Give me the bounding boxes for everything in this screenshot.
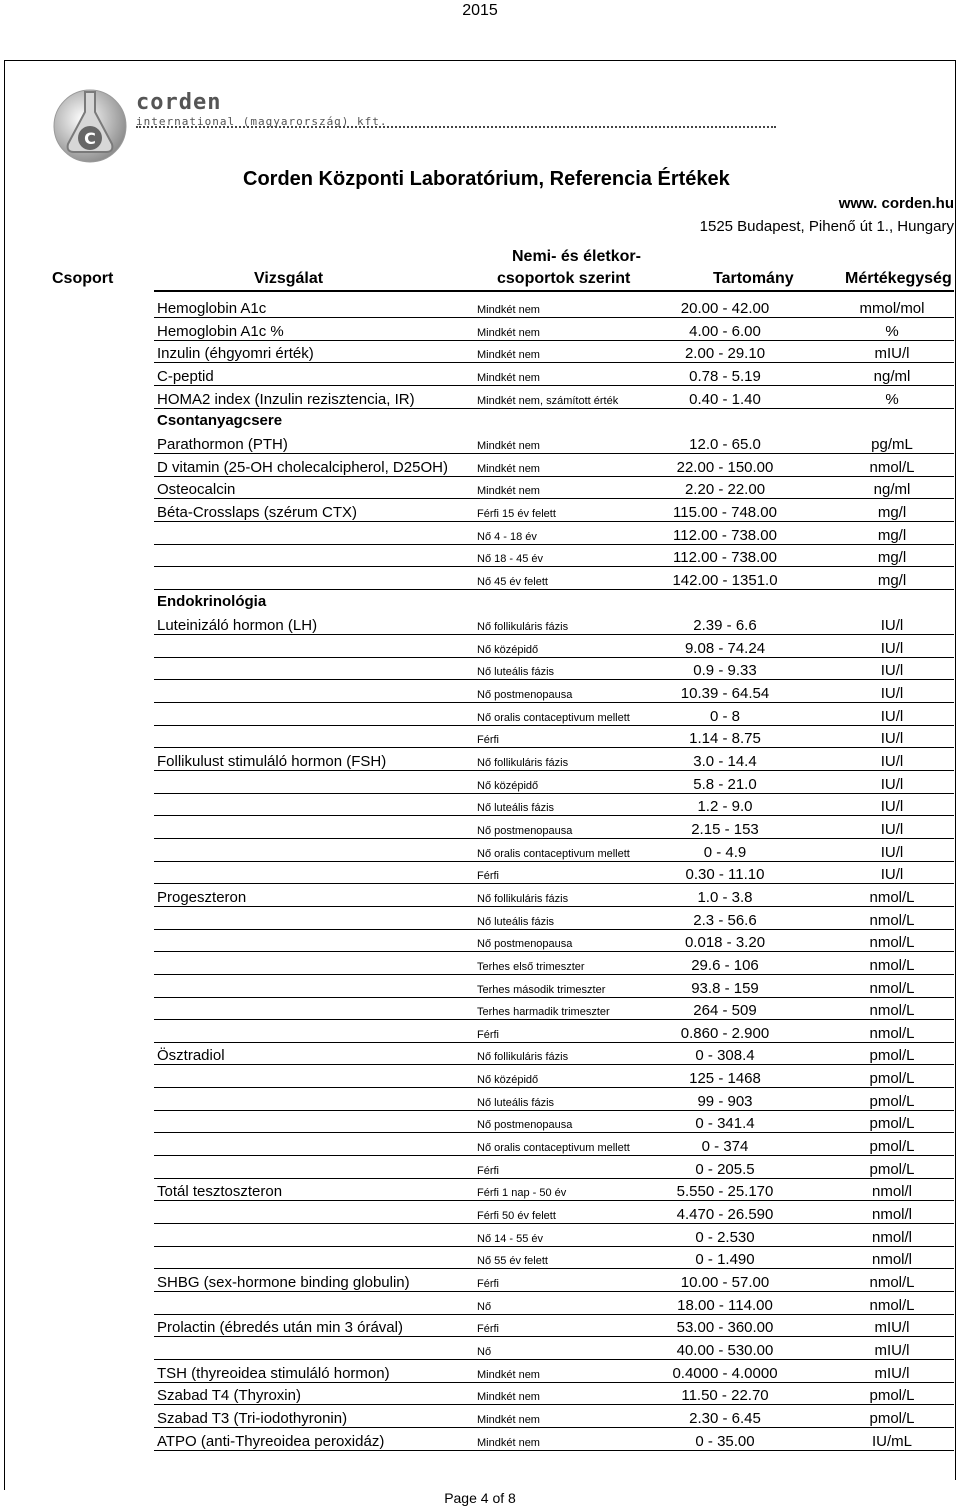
website-link[interactable]: www. corden.hu bbox=[838, 195, 954, 212]
test-name: Szabad T4 (Thyroxin) bbox=[157, 1387, 301, 1404]
reference-range: 125 - 1468 bbox=[689, 1070, 761, 1087]
sex-age-group: Nő postmenopausa bbox=[477, 938, 573, 950]
row-rule bbox=[154, 1404, 954, 1405]
table-row bbox=[0, 726, 960, 748]
sex-age-group: Mindkét nem bbox=[477, 1369, 540, 1381]
test-name: Parathormon (PTH) bbox=[157, 436, 288, 453]
test-name: D vitamin (25-OH cholecalcipherol, D25OH) bbox=[157, 459, 448, 476]
table-row bbox=[0, 681, 960, 703]
table-row bbox=[0, 1429, 960, 1451]
reference-range: 1.0 - 3.8 bbox=[697, 889, 753, 906]
unit: nmol/l bbox=[871, 1229, 912, 1246]
sex-age-group: Mindkét nem bbox=[477, 372, 540, 384]
row-rule bbox=[154, 770, 954, 771]
reference-range: 115.00 - 748.00 bbox=[673, 504, 777, 521]
table-row bbox=[0, 387, 960, 409]
reference-range: 2.30 - 6.45 bbox=[689, 1410, 761, 1427]
unit: nmol/L bbox=[869, 934, 915, 951]
reference-range: 20.00 - 42.00 bbox=[680, 300, 770, 317]
row-rule bbox=[154, 317, 954, 318]
sex-age-group: Terhes harmadik trimeszter bbox=[477, 1006, 610, 1018]
unit: IU/l bbox=[880, 617, 904, 634]
sex-age-group: Férfi bbox=[477, 734, 499, 746]
unit: % bbox=[885, 323, 899, 340]
row-rule bbox=[154, 974, 954, 975]
test-name: Luteinizáló hormon (LH) bbox=[157, 617, 318, 634]
row-rule bbox=[154, 1087, 954, 1088]
sex-age-group: Férfi bbox=[477, 1029, 499, 1041]
unit: pmol/L bbox=[869, 1070, 915, 1087]
test-name: Inzulin (éhgyomri érték) bbox=[157, 345, 314, 362]
reference-range: 18.00 - 114.00 bbox=[677, 1297, 773, 1314]
sex-age-group: Nő középidő bbox=[477, 1074, 539, 1086]
table-row bbox=[0, 772, 960, 794]
page-year: 2015 bbox=[462, 2, 498, 19]
table-row bbox=[0, 1293, 960, 1315]
row-rule bbox=[154, 1450, 954, 1451]
address-text: 1525 Budapest, Pihenő út 1., Hungary bbox=[699, 218, 954, 235]
row-rule bbox=[154, 385, 954, 386]
table-row bbox=[0, 1066, 960, 1088]
test-name: Prolactin (ébredés után min 3 órával) bbox=[157, 1319, 403, 1336]
reference-range: 5.550 - 25.170 bbox=[676, 1183, 774, 1200]
sex-age-group: Terhes második trimeszter bbox=[477, 984, 606, 996]
sex-age-group: Férfi bbox=[477, 1278, 499, 1290]
table-row bbox=[0, 523, 960, 545]
reference-range: 0 - 8 bbox=[709, 708, 740, 725]
table-row bbox=[0, 1179, 960, 1201]
table-row bbox=[0, 1247, 960, 1269]
row-rule bbox=[154, 679, 954, 680]
test-name: Osteocalcin bbox=[157, 481, 236, 498]
reference-range: 0 - 205.5 bbox=[695, 1161, 755, 1178]
reference-range: 10.00 - 57.00 bbox=[680, 1274, 770, 1291]
test-name: Szabad T3 (Tri-iodothyronin) bbox=[157, 1410, 348, 1427]
sex-age-group: Nő középidő bbox=[477, 644, 539, 656]
row-rule bbox=[154, 951, 954, 952]
row-rule bbox=[154, 1427, 954, 1428]
unit: ng/ml bbox=[873, 481, 911, 498]
unit: nmol/l bbox=[871, 1251, 912, 1268]
unit: mmol/mol bbox=[859, 300, 925, 317]
reference-range: 99 - 903 bbox=[697, 1093, 753, 1110]
table-row bbox=[0, 613, 960, 635]
sex-age-group: Mindkét nem bbox=[477, 1437, 540, 1449]
sex-age-group: Mindkét nem bbox=[477, 1414, 540, 1426]
test-name: Ösztradiol bbox=[157, 1047, 225, 1064]
test-name: Follikulust stimuláló hormon (FSH) bbox=[157, 753, 387, 770]
reference-range: 0.4000 - 4.0000 bbox=[672, 1365, 778, 1382]
reference-range: 112.00 - 738.00 bbox=[673, 527, 777, 544]
reference-range: 0.860 - 2.900 bbox=[680, 1025, 770, 1042]
table-row bbox=[0, 976, 960, 998]
reference-range: 29.6 - 106 bbox=[691, 957, 759, 974]
row-rule bbox=[154, 589, 954, 590]
table-row bbox=[0, 908, 960, 930]
unit: nmol/L bbox=[869, 1002, 915, 1019]
row-rule bbox=[154, 838, 954, 839]
table-row bbox=[0, 1021, 960, 1043]
reference-range: 40.00 - 530.00 bbox=[676, 1342, 774, 1359]
table-row bbox=[0, 364, 960, 386]
brand-name: corden bbox=[136, 90, 222, 115]
sex-age-group: Nő bbox=[477, 1346, 492, 1358]
unit: pmol/L bbox=[869, 1115, 915, 1132]
table-row bbox=[0, 455, 960, 477]
reference-range: 2.3 - 56.6 bbox=[693, 912, 757, 929]
reference-range: 2.15 - 153 bbox=[691, 821, 759, 838]
unit: nmol/l bbox=[871, 1183, 912, 1200]
unit: IU/l bbox=[880, 776, 904, 793]
unit: nmol/L bbox=[869, 1297, 915, 1314]
unit: nmol/L bbox=[869, 459, 915, 476]
reference-range: 0.30 - 11.10 bbox=[685, 866, 765, 883]
reference-range: 9.08 - 74.24 bbox=[684, 640, 766, 657]
table-row bbox=[0, 477, 960, 499]
reference-range: 0 - 35.00 bbox=[695, 1433, 755, 1450]
table-row bbox=[0, 545, 960, 567]
unit: % bbox=[885, 391, 899, 408]
reference-range: 12.0 - 65.0 bbox=[689, 436, 761, 453]
sex-age-group: Nő 14 - 55 év bbox=[477, 1233, 544, 1245]
sex-age-group: Mindkét nem bbox=[477, 440, 540, 452]
logo-letter: C bbox=[84, 129, 96, 148]
test-name: Hemoglobin A1c % bbox=[157, 323, 284, 340]
page-footer: Page 4 of 8 bbox=[444, 1490, 516, 1506]
unit: nmol/L bbox=[869, 889, 915, 906]
test-name: Hemoglobin A1c bbox=[157, 300, 267, 317]
unit: mg/l bbox=[877, 527, 907, 544]
unit: pmol/L bbox=[869, 1387, 915, 1404]
row-rule bbox=[154, 362, 954, 363]
row-rule bbox=[154, 1359, 954, 1360]
test-name: C-peptid bbox=[157, 368, 214, 385]
reference-range: 11.50 - 22.70 bbox=[681, 1387, 769, 1404]
unit: nmol/L bbox=[869, 1274, 915, 1291]
reference-range: 264 - 509 bbox=[693, 1002, 757, 1019]
unit: mIU/l bbox=[874, 345, 910, 362]
sex-age-group: Nő bbox=[477, 1301, 492, 1313]
row-rule bbox=[154, 747, 954, 748]
table-row bbox=[0, 1338, 960, 1360]
sex-age-group: Nő oralis contaceptivum mellett bbox=[477, 848, 630, 860]
reference-range: 2.39 - 6.6 bbox=[693, 617, 757, 634]
sex-age-group: Nő 45 év felett bbox=[477, 576, 548, 588]
sex-age-group: Nő postmenopausa bbox=[477, 825, 573, 837]
table-row bbox=[0, 953, 960, 975]
unit: IU/l bbox=[880, 640, 904, 657]
sex-age-group: Nő oralis contaceptivum mellett bbox=[477, 712, 630, 724]
unit: IU/l bbox=[880, 662, 904, 679]
row-rule bbox=[154, 1200, 954, 1201]
row-rule bbox=[154, 1155, 954, 1156]
sex-age-group: Férfi 50 év felett bbox=[477, 1210, 556, 1222]
table-row bbox=[0, 568, 960, 590]
col-header-test: Vizsgálat bbox=[254, 270, 324, 287]
sex-age-group: Nő follikuláris fázis bbox=[477, 621, 569, 633]
sex-age-group: Terhes első trimeszter bbox=[477, 961, 585, 973]
row-rule bbox=[154, 815, 954, 816]
table-row bbox=[0, 1315, 960, 1337]
sex-age-group: Mindkét nem bbox=[477, 304, 540, 316]
row-rule bbox=[154, 1223, 954, 1224]
reference-range: 0 - 341.4 bbox=[695, 1115, 755, 1132]
table-row bbox=[0, 930, 960, 952]
row-rule bbox=[154, 408, 954, 409]
unit: mg/l bbox=[877, 549, 907, 566]
unit: ng/ml bbox=[873, 368, 911, 385]
unit: IU/l bbox=[880, 753, 904, 770]
reference-range: 22.00 - 150.00 bbox=[676, 459, 774, 476]
unit: nmol/L bbox=[869, 980, 915, 997]
table-row bbox=[0, 1134, 960, 1156]
unit: mIU/l bbox=[874, 1342, 910, 1359]
test-name: Totál tesztoszteron bbox=[157, 1183, 283, 1200]
row-rule bbox=[154, 1336, 954, 1337]
row-rule bbox=[154, 906, 954, 907]
unit: pg/mL bbox=[871, 436, 913, 453]
unit: mg/l bbox=[877, 572, 907, 589]
sex-age-group: Férfi 15 év felett bbox=[477, 508, 556, 520]
unit: mg/l bbox=[877, 504, 907, 521]
sex-age-group: Nő luteális fázis bbox=[477, 802, 555, 814]
sex-age-group: Nő follikuláris fázis bbox=[477, 757, 569, 769]
table-row bbox=[0, 1202, 960, 1224]
section-heading: Csontanyagcsere bbox=[157, 412, 283, 429]
table-row bbox=[0, 658, 960, 680]
col-header-range: Tartomány bbox=[713, 270, 794, 287]
reference-range: 0.018 - 3.20 bbox=[684, 934, 766, 951]
table-row bbox=[0, 636, 960, 658]
row-rule bbox=[154, 1268, 954, 1269]
unit: IU/l bbox=[880, 685, 904, 702]
unit: pmol/L bbox=[869, 1093, 915, 1110]
reference-range: 0 - 2.530 bbox=[695, 1229, 755, 1246]
col-header-sex-age-line2: csoportok szerint bbox=[497, 270, 631, 287]
table-row bbox=[0, 500, 960, 522]
table-row bbox=[0, 885, 960, 907]
reference-range: 4.470 - 26.590 bbox=[676, 1206, 774, 1223]
unit: IU/mL bbox=[871, 1433, 912, 1450]
reference-range: 2.20 - 22.00 bbox=[684, 481, 766, 498]
table-row bbox=[0, 319, 960, 341]
table-row bbox=[0, 1406, 960, 1428]
unit: nmol/L bbox=[869, 912, 915, 929]
unit: nmol/L bbox=[869, 1025, 915, 1042]
sex-age-group: Férfi 1 nap - 50 év bbox=[477, 1187, 567, 1199]
reference-range: 0.40 - 1.40 bbox=[689, 391, 761, 408]
sex-age-group: Nő oralis contaceptivum mellett bbox=[477, 1142, 630, 1154]
brand-subtitle: international (magyarország) kft. bbox=[136, 115, 388, 128]
reference-range: 2.00 - 29.10 bbox=[684, 345, 766, 362]
reference-range: 1.2 - 9.0 bbox=[697, 798, 753, 815]
sex-age-group: Nő luteális fázis bbox=[477, 666, 555, 678]
table-row bbox=[0, 1361, 960, 1383]
unit: IU/l bbox=[880, 844, 904, 861]
sex-age-group: Mindkét nem bbox=[477, 463, 540, 475]
table-row bbox=[0, 794, 960, 816]
row-rule bbox=[154, 498, 954, 499]
unit: pmol/L bbox=[869, 1410, 915, 1427]
unit: IU/l bbox=[880, 821, 904, 838]
row-rule bbox=[154, 566, 954, 567]
sex-age-group: Férfi bbox=[477, 1323, 499, 1335]
row-rule bbox=[154, 1064, 954, 1065]
sex-age-group: Nő középidő bbox=[477, 780, 539, 792]
reference-range: 1.14 - 8.75 bbox=[689, 730, 761, 747]
unit: mIU/l bbox=[874, 1365, 910, 1382]
reference-range: 3.0 - 14.4 bbox=[693, 753, 757, 770]
unit: nmol/l bbox=[871, 1206, 912, 1223]
unit: IU/l bbox=[880, 730, 904, 747]
unit: pmol/L bbox=[869, 1047, 915, 1064]
sex-age-group: Nő follikuláris fázis bbox=[477, 1051, 569, 1063]
sex-age-group: Mindkét nem bbox=[477, 485, 540, 497]
table-row bbox=[0, 817, 960, 839]
table-row bbox=[0, 998, 960, 1020]
table-row bbox=[0, 296, 960, 318]
sex-age-group: Mindkét nem, számított érték bbox=[477, 395, 619, 407]
sex-age-group: Nő luteális fázis bbox=[477, 1097, 555, 1109]
reference-range: 112.00 - 738.00 bbox=[673, 549, 777, 566]
test-name: HOMA2 index (Inzulin rezisztencia, IR) bbox=[157, 391, 415, 408]
row-rule bbox=[154, 521, 954, 522]
col-header-sex-age-line1: Nemi- és életkor- bbox=[512, 248, 641, 265]
test-name: SHBG (sex-hormone binding globulin) bbox=[157, 1274, 410, 1291]
table-row bbox=[0, 432, 960, 454]
unit: pmol/L bbox=[869, 1138, 915, 1155]
reference-range: 53.00 - 360.00 bbox=[676, 1319, 774, 1336]
reference-range: 0 - 308.4 bbox=[695, 1047, 755, 1064]
col-header-group: Csoport bbox=[52, 270, 114, 287]
row-rule bbox=[154, 634, 954, 635]
sex-age-group: Nő luteális fázis bbox=[477, 916, 555, 928]
reference-range: 142.00 - 1351.0 bbox=[672, 572, 778, 589]
table-row bbox=[0, 704, 960, 726]
table-row bbox=[0, 341, 960, 363]
test-name: Béta-Crosslaps (szérum CTX) bbox=[157, 504, 358, 521]
sex-age-group: Nő 4 - 18 év bbox=[477, 531, 537, 543]
sex-age-group: Nő 55 év felett bbox=[477, 1255, 548, 1267]
table-row bbox=[0, 1111, 960, 1133]
sex-age-group: Mindkét nem bbox=[477, 327, 540, 339]
unit: mIU/l bbox=[874, 1319, 910, 1336]
table-row bbox=[0, 1270, 960, 1292]
table-row bbox=[0, 1089, 960, 1111]
reference-range: 93.8 - 159 bbox=[691, 980, 759, 997]
reference-range: 0 - 374 bbox=[701, 1138, 749, 1155]
test-name: ATPO (anti-Thyreoidea peroxidáz) bbox=[157, 1433, 385, 1450]
row-rule bbox=[154, 883, 954, 884]
reference-range: 0 - 1.490 bbox=[695, 1251, 755, 1268]
reference-range: 0 - 4.9 bbox=[703, 844, 747, 861]
table-row bbox=[0, 749, 960, 771]
unit: pmol/L bbox=[869, 1161, 915, 1178]
sex-age-group: Mindkét nem bbox=[477, 349, 540, 361]
reference-range: 0.78 - 5.19 bbox=[689, 368, 761, 385]
col-header-unit: Mértékegység bbox=[845, 270, 952, 287]
row-rule bbox=[154, 1019, 954, 1020]
table-row bbox=[0, 1157, 960, 1179]
table-row bbox=[0, 1383, 960, 1405]
reference-range: 4.00 - 6.00 bbox=[689, 323, 761, 340]
row-rule bbox=[154, 1291, 954, 1292]
page-title: Corden Központi Laboratórium, Referencia Értékek bbox=[243, 168, 730, 190]
unit: IU/l bbox=[880, 866, 904, 883]
reference-range: 0.9 - 9.33 bbox=[693, 662, 757, 679]
test-name: TSH (thyreoidea stimuláló hormon) bbox=[157, 1365, 390, 1382]
reference-range: 5.8 - 21.0 bbox=[693, 776, 757, 793]
row-rule bbox=[154, 702, 954, 703]
row-rule bbox=[154, 1132, 954, 1133]
sex-age-group: Férfi bbox=[477, 1165, 499, 1177]
sex-age-group: Férfi bbox=[477, 870, 499, 882]
table-row bbox=[0, 1225, 960, 1247]
sex-age-group: Nő postmenopausa bbox=[477, 1119, 573, 1131]
unit: nmol/L bbox=[869, 957, 915, 974]
sex-age-group: Nő 18 - 45 év bbox=[477, 553, 544, 565]
reference-range: 10.39 - 64.54 bbox=[680, 685, 770, 702]
sex-age-group: Nő follikuláris fázis bbox=[477, 893, 569, 905]
unit: IU/l bbox=[880, 798, 904, 815]
sex-age-group: Mindkét nem bbox=[477, 1391, 540, 1403]
table-row bbox=[0, 840, 960, 862]
sex-age-group: Nő postmenopausa bbox=[477, 689, 573, 701]
table-row bbox=[0, 862, 960, 884]
table-row bbox=[0, 1043, 960, 1065]
row-rule bbox=[154, 453, 954, 454]
test-name: Progeszteron bbox=[157, 889, 247, 906]
section-heading: Endokrinológia bbox=[157, 593, 267, 610]
unit: IU/l bbox=[880, 708, 904, 725]
